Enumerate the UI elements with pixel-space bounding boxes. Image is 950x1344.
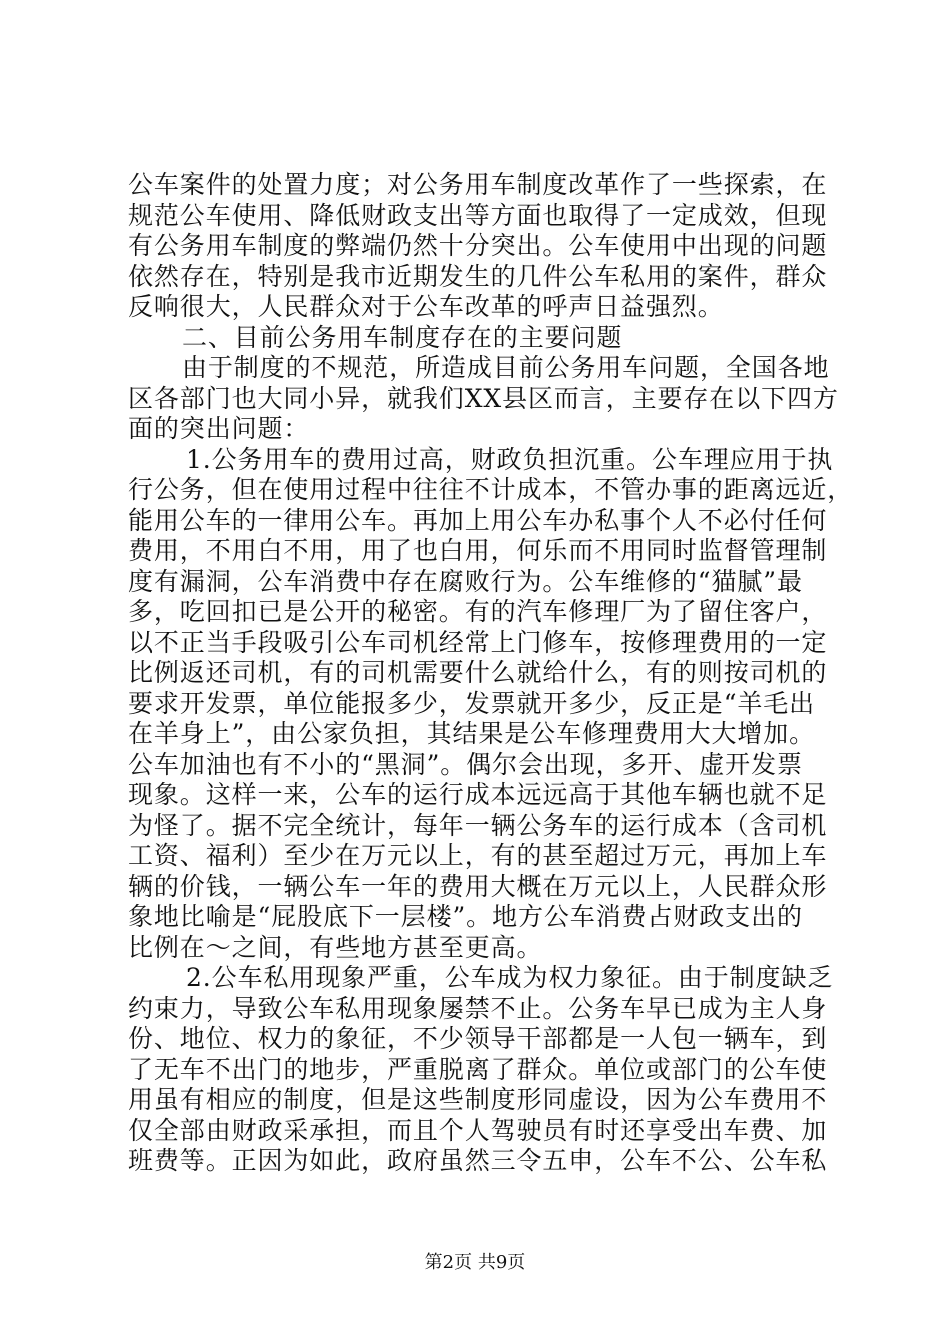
text-line: 份、地位、权力的象征，不少领导干部都是一人包一辆车，到 (128, 1024, 828, 1053)
page-footer: 第2页 共9页 (424, 1252, 526, 1273)
document-body (128, 170, 854, 1177)
text-line: 二、目前公务用车制度存在的主要问题 (182, 322, 623, 352)
text-line: 1.公务用车的费用过高，财政负担沉重。公车理应用于执 (186, 444, 834, 474)
text-line: 为怪了。据不完全统计，每年一辆公务车的运行成本（含司机 (128, 810, 828, 840)
text-line: 辆的价钱，一辆公车一年的费用大概在万元以上，人民群众形 (128, 871, 828, 901)
text-line: 现象。这样一来，公车的运行成本远远高于其他车辆也就不足 (128, 780, 828, 809)
text-line: 面的突出问题： (128, 414, 310, 443)
text-line: 多，吃回扣已是公开的秘密。有的汽车修理厂为了留住客户， (128, 597, 828, 626)
text-line: 在羊身上”，由公家负担，其结果是公车修理费用大大增加。 (128, 719, 816, 748)
text-line: 用虽有相应的制度，但是这些制度形同虚设，因为公车费用不 (128, 1085, 828, 1114)
text-line: 反响很大，人民群众对于公车改革的呼声日益强烈。 (128, 292, 724, 321)
text-line: 比例返还司机，有的司机需要什么就给什么，有的则按司机的 (128, 658, 828, 687)
text-line: 规范公车使用、降低财政支出等方面也取得了一定成效，但现 (128, 200, 828, 230)
text-line: 能用公车的一律用公车。再加上用公车办私事个人不必付任何 (128, 505, 828, 535)
text-line: 费用，不用白不用，用了也白用，何乐而不用同时监督管理制 (128, 536, 828, 565)
text-line: 公车加油也有不小的“黑洞”。偶尔会出现，多开、虚开发票 (128, 749, 803, 779)
text-line: 有公务用车制度的弊端仍然十分突出。公车使用中出现的问题 (128, 231, 828, 260)
text-line: 仅全部由财政采承担，而且个人驾驶员有时还享受出车费、加 (128, 1115, 828, 1145)
text-line: 班费等。正因为如此，政府虽然三令五申，公车不公、公车私 (128, 1146, 828, 1175)
text-line: 2.公车私用现象严重，公车成为权力象征。由于制度缺乏 (186, 963, 834, 992)
text-line: 由于制度的不规范，所造成目前公务用车问题，全国各地 (182, 353, 830, 382)
text-line: 度有漏洞，公车消费中存在腐败行为。公车维修的“猫腻”最 (128, 566, 803, 596)
text-line: 象地比喻是“屁股底下一层楼”。地方公车消费占财政支出的 (128, 902, 803, 931)
text-line: 行公务，但在使用过程中往往不计成本，不管办事的距离远近， (128, 475, 854, 504)
text-line: 了无车不出门的地步，严重脱离了群众。单位或部门的公车使 (128, 1054, 828, 1084)
text-line: 区各部门也大同小异，就我们XX县区而言，主要存在以下四方 (128, 383, 839, 413)
text-line: 以不正当手段吸引公车司机经常上门修车，按修理费用的一定 (128, 627, 828, 657)
text-line: 工资、福利）至少在万元以上，有的甚至超过万元，再加上车 (128, 841, 828, 870)
text-line: 约束力，导致公车私用现象屡禁不止。公务车早已成为主人身 (128, 993, 828, 1023)
text-line: 依然存在，特别是我市近期发生的几件公车私用的案件，群众 (128, 261, 828, 291)
text-line: 比例在～之间，有些地方甚至更高。 (128, 932, 543, 962)
text-line: 公车案件的处置力度；对公务用车制度改革作了一些探索，在 (128, 170, 828, 199)
text-line: 要求开发票，单位能报多少，发票就开多少，反正是“羊毛出 (128, 688, 816, 718)
